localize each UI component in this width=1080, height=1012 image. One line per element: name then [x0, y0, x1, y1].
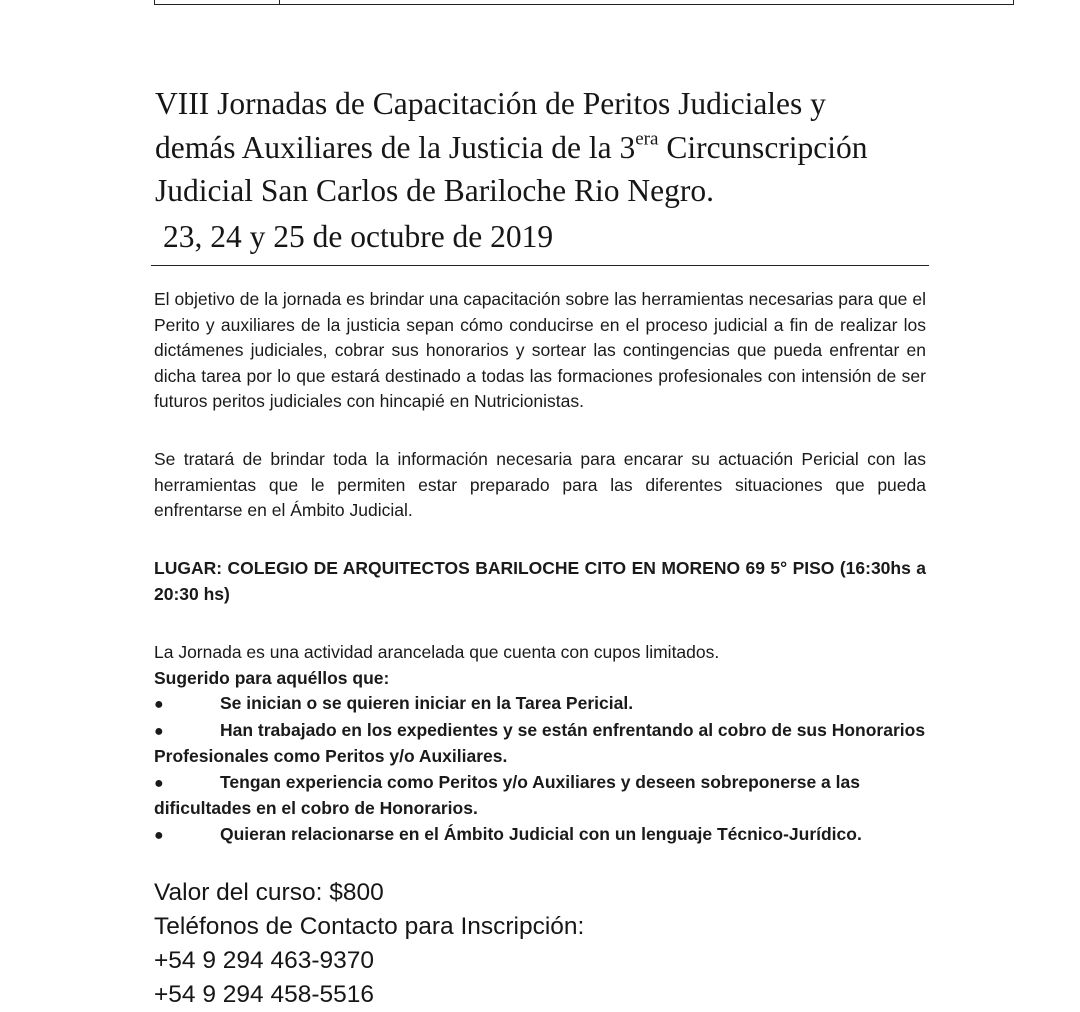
suggested-heading: Sugerido para aquéllos que:: [154, 668, 390, 688]
contact-block: [154, 876, 584, 1012]
objective-paragraph: El objetivo de la jornada es brindar una capacitación sobre las herramientas necesarias para que el Perito y auxiliares de la justicia sepan cómo conducirse en el proceso judicial a fin de realizar los dictámenes judiciales, cobrar sus honorarios y sortear las contingencias que pueda enfrentar en dicha tarea por lo que estará destinado a todas las formaciones profesionales con intensión de ser futuros peritos judiciales con hincapié en Nutricionistas.: [154, 289, 926, 412]
table-column-divider: [279, 0, 280, 4]
list-item: ● Se inician o se quieren iniciar en la Tarea Pericial.: [154, 691, 926, 718]
document-title: [155, 82, 955, 258]
header-table-fragment: [154, 0, 1014, 5]
suggested-list: [154, 691, 926, 849]
scope-paragraph: Se tratará de brindar toda la información necesaria para encarar su actuación Pericial con las herramientas que le permiten estar preparado para las diferentes situaciones que pueda enfrentarse en el Ámbito Judicial.: [154, 449, 926, 521]
title-line-3: Judicial San Carlos de Bariloche Rio Negro.: [155, 173, 715, 208]
event-dates: 23, 24 y 25 de octubre de 2019: [163, 218, 554, 254]
list-item: ● Tengan experiencia como Peritos y/o Auxiliares y deseen sobreponerse a las dificultades en el cobro de Honorarios.: [154, 771, 860, 819]
bullet-icon: ●: [154, 696, 164, 713]
list-item: ● Han trabajado en los expedientes y se están enfrentando al cobro de sus Honorarios Profesionales como Peritos y/o Auxiliares.: [154, 719, 926, 767]
location-paragraph: LUGAR: COLEGIO DE ARQUITECTOS BARILOCHE CITO EN MORENO 69 5° PISO (16:30hs a 20:30 hs): [154, 558, 926, 604]
title-line-1: VIII Jornadas de Capacitación de Peritos Judiciales y: [155, 86, 826, 121]
title-divider: [151, 265, 929, 266]
phone-number-1: +54 9 294 463-9370: [154, 947, 375, 974]
phones-label: Teléfonos de Contacto para Inscripción:: [154, 913, 585, 940]
phone-number-2: +54 9 294 458-5516: [154, 981, 375, 1008]
course-price: Valor del curso: $800: [154, 879, 384, 906]
list-item: ● Quieran relacionarse en el Ámbito Judicial con un lenguaje Técnico-Jurídico.: [154, 822, 926, 849]
bullet-icon: ●: [154, 722, 164, 740]
title-ordinal-suffix: era: [635, 128, 659, 150]
bullet-icon: ●: [154, 774, 164, 792]
bullet-icon: ●: [154, 826, 164, 844]
title-line-2: demás Auxiliares de la Justicia de la $3^{era}$ Circunscripción: [155, 128, 868, 165]
fee-note: La Jornada es una actividad arancelada que cuenta con cupos limitados.: [154, 642, 720, 662]
